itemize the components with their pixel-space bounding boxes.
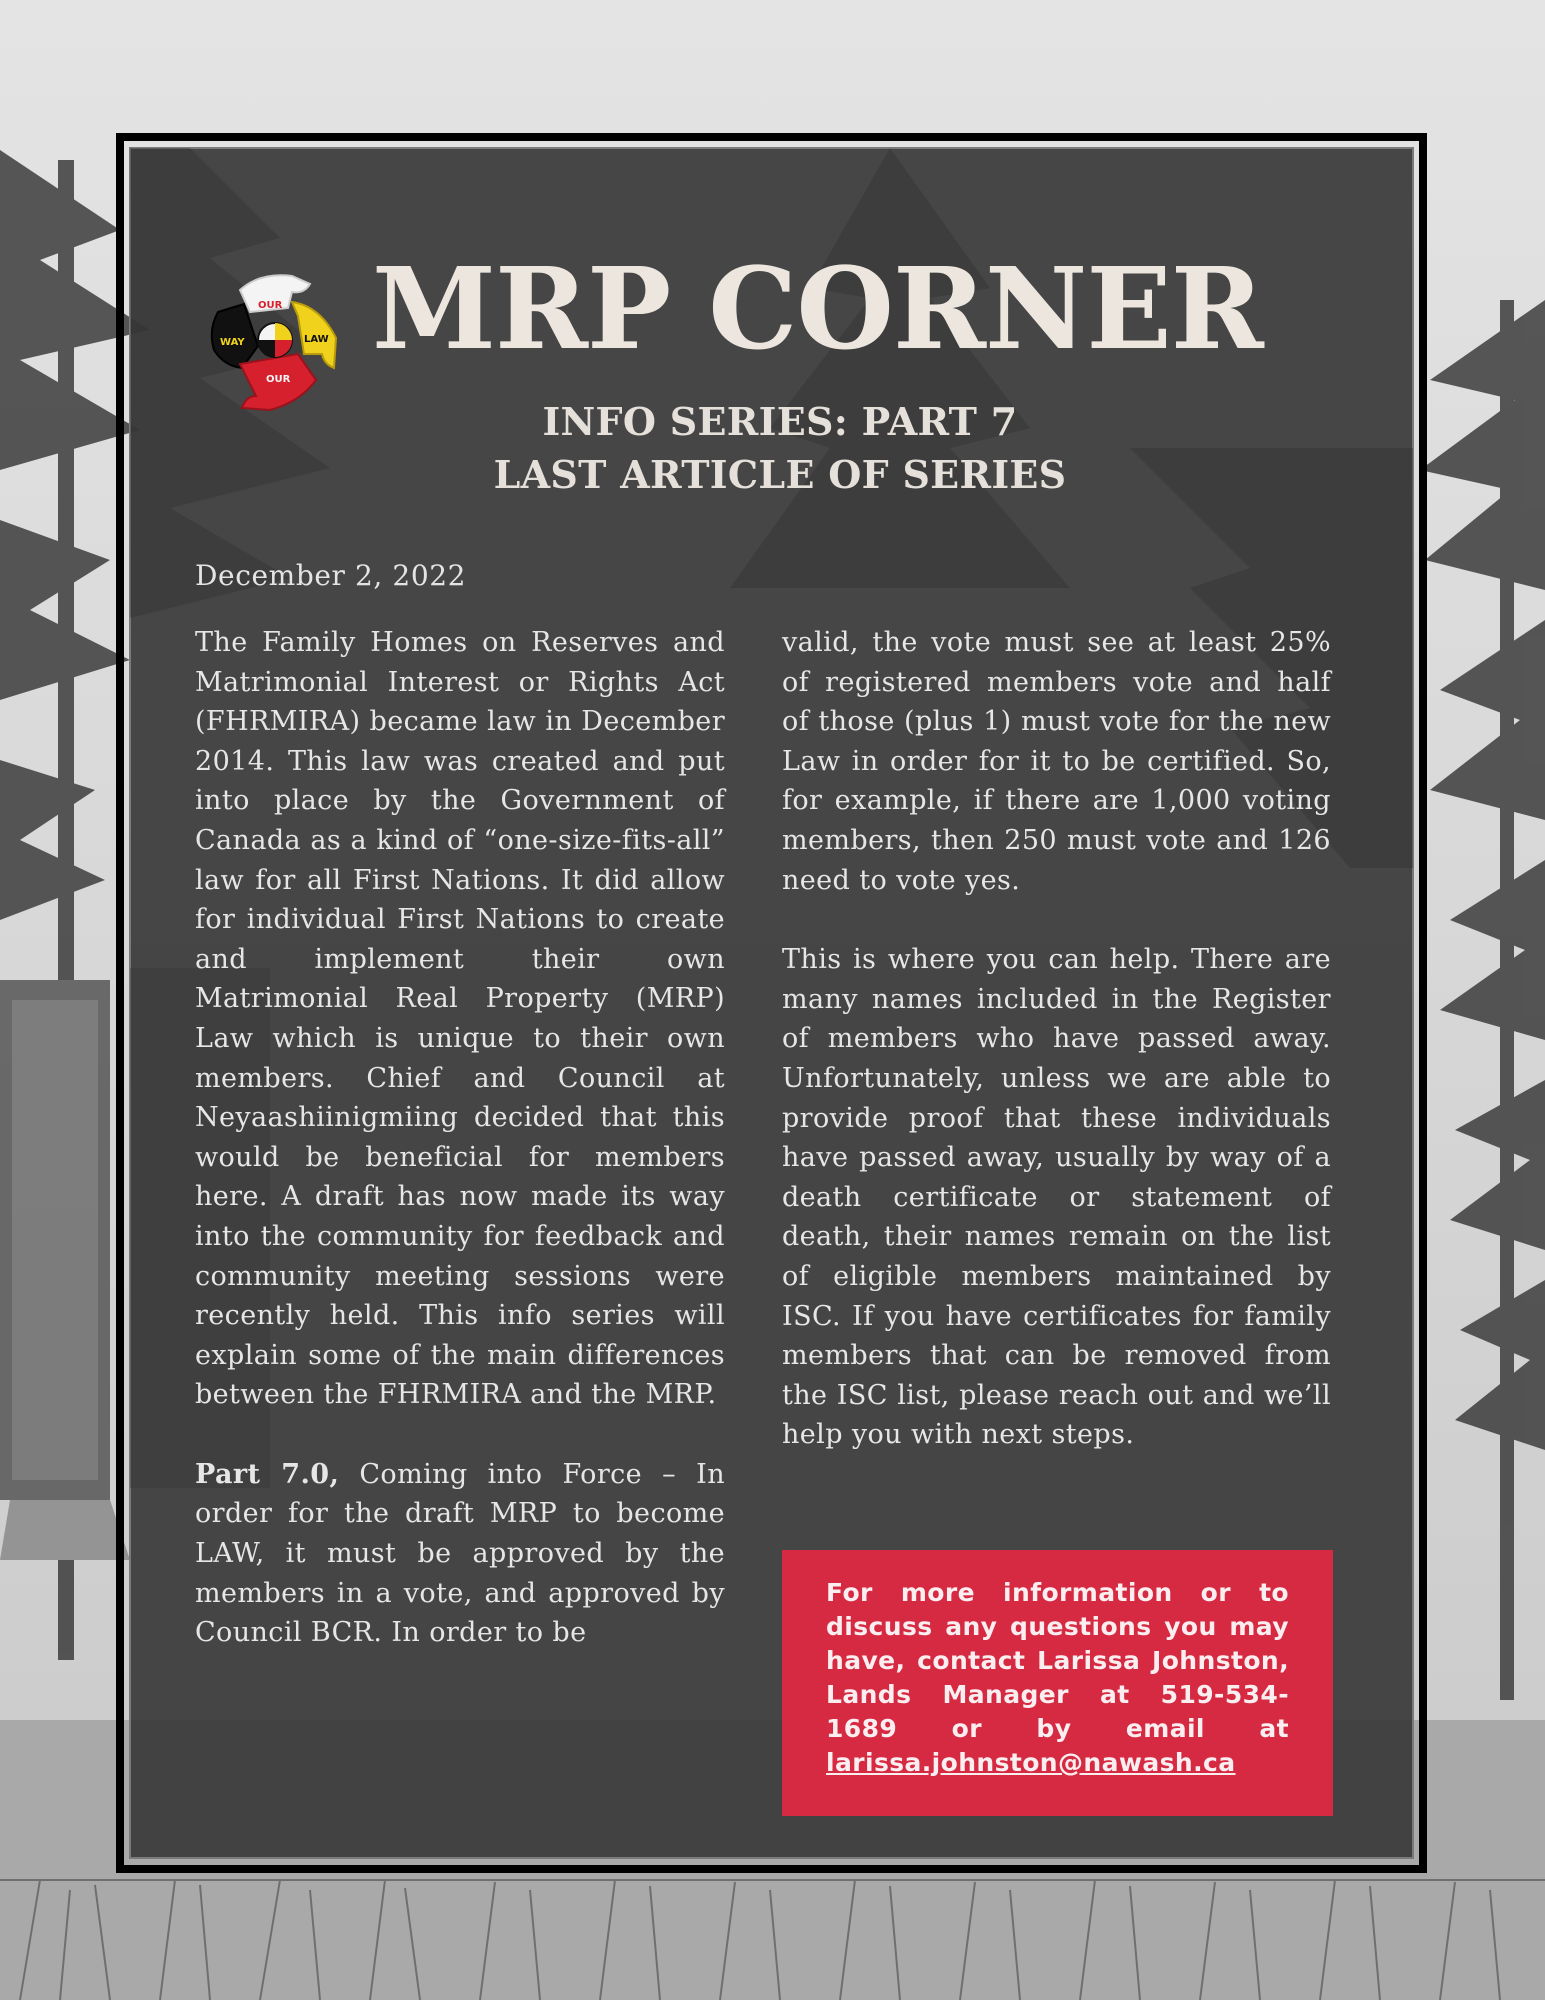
article-paragraph-vote-requirements: valid, the vote must see at least 25% of registered members vote and half of those (plus 1) must vote for the new Law in order for it to be certified. So, for example, if there are 1,000 voting members, then 250 must vote and 126 need to vote yes. xyxy=(782,627,1331,896)
logo-word-bottom: OUR xyxy=(266,374,291,385)
contact-message: For more information or to discuss any questions you may have, contact Larissa Johnston, Lands Manager at 519-534-1689 or by email at xyxy=(826,1578,1289,1743)
article-left-column xyxy=(195,623,725,1653)
article-right-column xyxy=(782,623,1331,1455)
part-label: Part 7.0, xyxy=(195,1458,340,1490)
series-subtitle-last-article: LAST ARTICLE OF SERIES xyxy=(493,452,1067,497)
article-paragraph-part7 xyxy=(195,1455,725,1653)
page-title: MRP CORNER xyxy=(372,244,1263,375)
logo-word-right: LAW xyxy=(304,334,329,345)
article-paragraph-how-to-help: This is where you can help. There are many names included in the Register of members who have passed away. Unfortunately, unless we are able to provide proof that these individuals have passed away, usually by way of a death certificate or statement of death, their names remain on the list of eligible members maintained by ISC. If you have certificates for family members that can be removed from the ISC list, please reach out and we’ll help you with next steps. xyxy=(782,944,1331,1451)
contact-text xyxy=(826,1576,1289,1780)
part7-text: Coming into Force – In order for the draft MRP to become LAW, it must be approved by the members in a vote, and approved by Council BCR. In order to be xyxy=(195,1458,725,1649)
contact-email-link[interactable]: larissa.johnston@nawash.ca xyxy=(826,1748,1236,1777)
logo-word-top: OUR xyxy=(258,300,283,311)
article-date: December 2, 2022 xyxy=(195,559,467,592)
article-paragraph-intro: The Family Homes on Reserves and Matrimonial Interest or Rights Act (FHRMIRA) became law in December 2014. This law was created and put into place by the Government of Canada as a kind of “one-size-fits-all” law for all First Nations. It did allow for individual First Nations to create and implement their own Matrimonial Real Property (MRP) Law which is unique to their own members. Chief and Council at Neyaashiinigmiing decided that this would be beneficial for members here. A draft has now made its way into the community for feedback and community meeting sessions were recently held. This info series will explain some of the main differences between the FHRMIRA and the MRP. xyxy=(195,627,725,1411)
contact-info-box xyxy=(782,1550,1333,1816)
series-subtitle: INFO SERIES: PART 7 xyxy=(542,399,1018,444)
our-way-our-law-logo xyxy=(200,268,350,418)
logo-word-left: WAY xyxy=(220,337,245,348)
